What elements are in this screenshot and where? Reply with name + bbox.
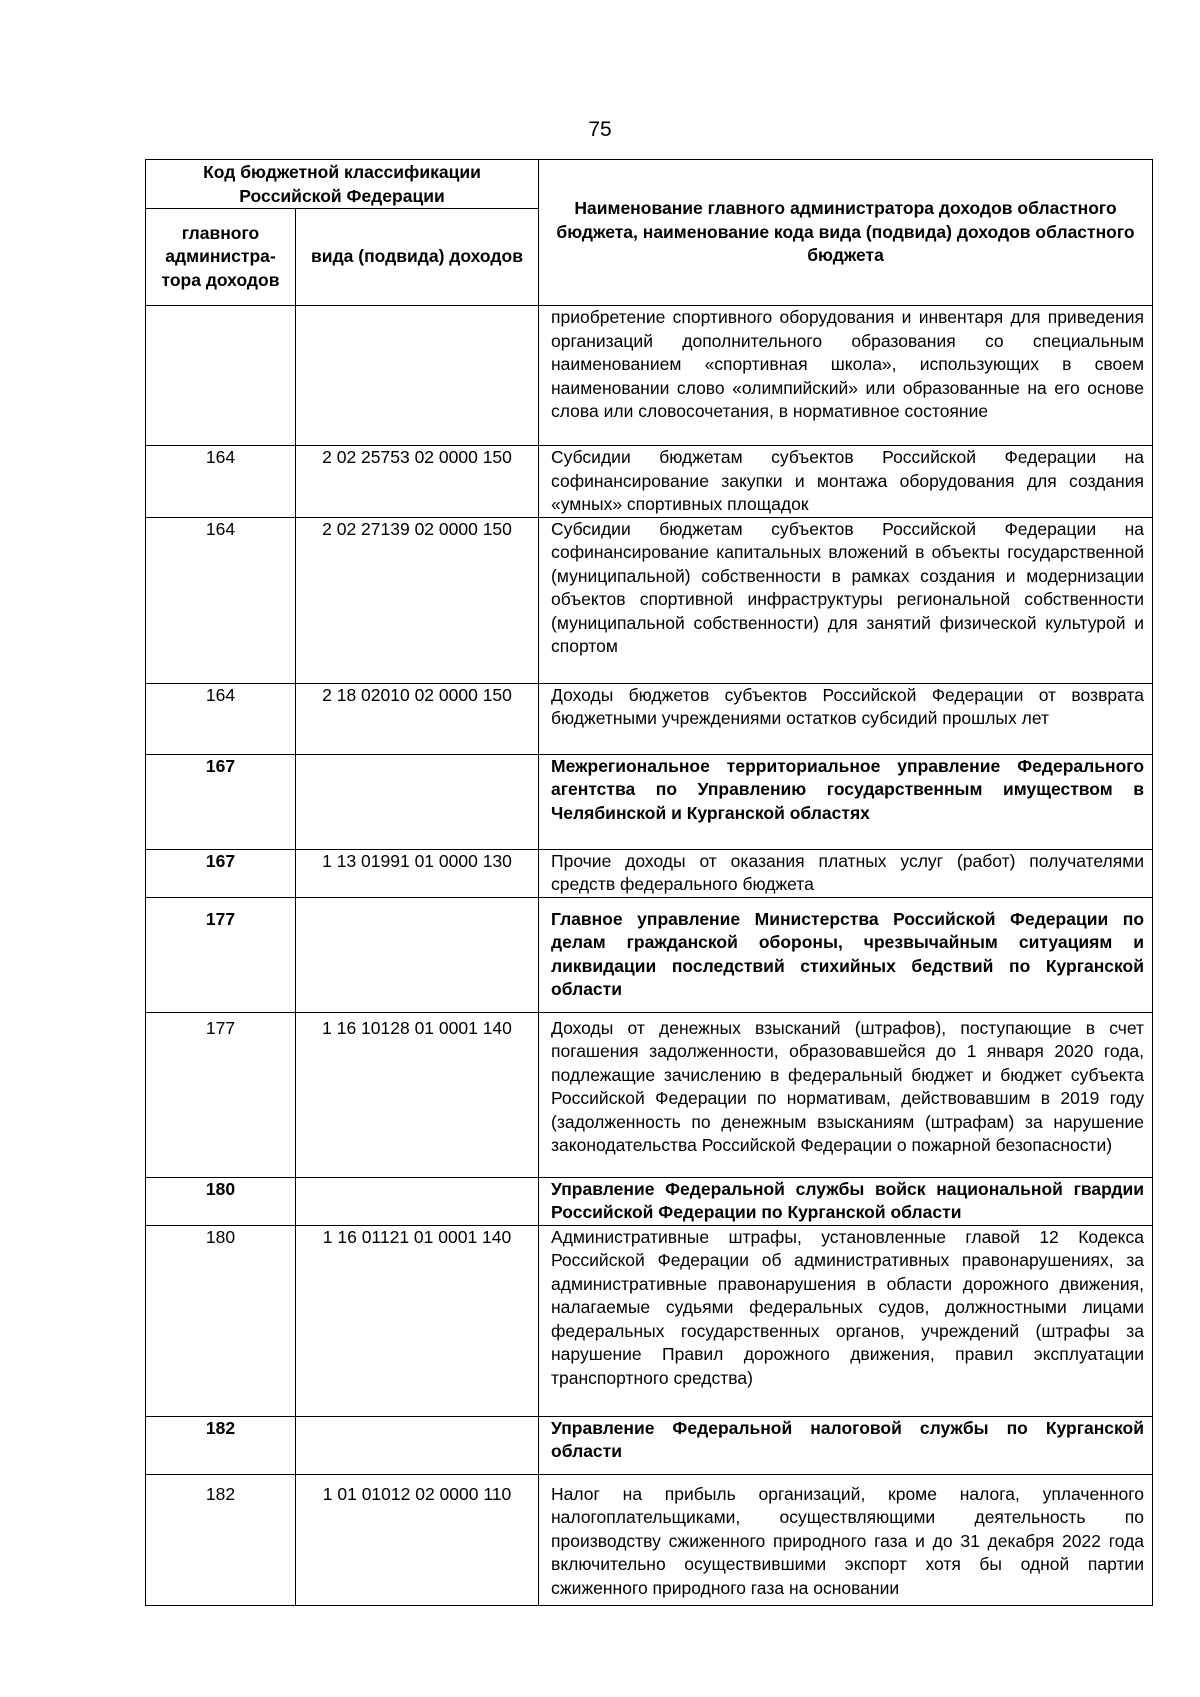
- income-code-cell: 1 16 01121 01 0001 140: [296, 1225, 539, 1416]
- income-code-cell: [296, 306, 539, 446]
- income-code-cell: [296, 897, 539, 1012]
- income-code-cell: 1 16 10128 01 0001 140: [296, 1012, 539, 1177]
- header-group-title: Код бюджетной классификации Российской Федерации: [146, 160, 539, 209]
- income-code-cell: 2 18 02010 02 0000 150: [296, 683, 539, 754]
- income-code-cell: 1 13 01991 01 0000 130: [296, 849, 539, 897]
- income-name-cell: Управление Федеральной налоговой службы по Курганской области: [539, 1416, 1153, 1474]
- income-name-cell: Административные штрафы, установленные главой 12 Кодекса Российской Федерации об административных правонарушениях, за административные правонарушения в области дорожного движения, налагаемые судьями федеральных судов, должностными лицами федеральных государственных органов, учреждений (штрафы за нарушение Правил дорожного движения, правил эксплуатации транспортного средства): [539, 1225, 1153, 1416]
- table-row: [146, 1225, 1153, 1416]
- admin-code-cell: 167: [146, 754, 296, 849]
- page-number: 75: [588, 118, 612, 141]
- income-code-cell: 2 02 27139 02 0000 150: [296, 517, 539, 683]
- income-name-cell: Доходы от денежных взысканий (штрафов), поступающие в счет погашения задолженности, образовавшейся до 1 января 2020 года, подлежащие зачислению в федеральный бюджет и бюджет субъекта Российской Федерации по нормативам, действовавшим в 2019 году (задолженность по денежным взысканиям (штрафам) за нарушение законодательства Российской Федерации о пожарной безопасности): [539, 1012, 1153, 1177]
- table-row: [146, 1474, 1153, 1605]
- income-name-cell: Управление Федеральной службы войск национальной гвардии Российской Федерации по Курганской области: [539, 1177, 1153, 1225]
- admin-code-cell: 164: [146, 517, 296, 683]
- income-name-cell: Субсидии бюджетам субъектов Российской Федерации на софинансирование закупки и монтажа оборудования для создания «умных» спортивных площадок: [539, 446, 1153, 518]
- income-name-cell: Прочие доходы от оказания платных услуг (работ) получателями средств федерального бюджета: [539, 849, 1153, 897]
- table-header: [146, 160, 1153, 306]
- admin-code-cell: 167: [146, 849, 296, 897]
- table-row: [146, 446, 1153, 518]
- table-row: [146, 683, 1153, 754]
- header-name-column: Наименование главного администратора доходов областного бюджета, наименование кода вида (подвида) доходов областного бюджета: [539, 160, 1153, 306]
- admin-code-cell: 180: [146, 1225, 296, 1416]
- income-name-cell: Субсидии бюджетам субъектов Российской Федерации на софинансирование капитальных вложений в объекты государственной (муниципальной) собственности в рамках создания и модернизации объектов спортивной инфраструктуры региональной собственности (муниципальной собственности) для занятий физической культурой и спортом: [539, 517, 1153, 683]
- admin-code-cell: 180: [146, 1177, 296, 1225]
- admin-code-cell: 182: [146, 1416, 296, 1474]
- admin-code-cell: 164: [146, 446, 296, 518]
- header-admin-column: главного администра-тора доходов: [146, 209, 296, 306]
- income-code-cell: [296, 754, 539, 849]
- income-code-cell: 1 01 01012 02 0000 110: [296, 1474, 539, 1605]
- income-name-cell: Доходы бюджетов субъектов Российской Федерации от возврата бюджетными учреждениями остатков субсидий прошлых лет: [539, 683, 1153, 754]
- income-name-cell: Главное управление Министерства Российской Федерации по делам гражданской обороны, чрезвычайным ситуациям и ликвидации последствий стихийных бедствий по Курганской области: [539, 897, 1153, 1012]
- table-row: [146, 849, 1153, 897]
- admin-code-cell: 164: [146, 683, 296, 754]
- income-code-cell: 2 02 25753 02 0000 150: [296, 446, 539, 518]
- table-row: [146, 517, 1153, 683]
- income-code-cell: [296, 1177, 539, 1225]
- header-code-column: вида (подвида) доходов: [296, 209, 539, 306]
- income-name-cell: приобретение спортивного оборудования и инвентаря для приведения организаций дополнительного образования со специальным наименованием «спортивная школа», использующих в своем наименовании слово «олимпийский» или образованные на его основе слова или словосочетания, в нормативное состояние: [539, 306, 1153, 446]
- table-row: [146, 897, 1153, 1012]
- table-row: [146, 754, 1153, 849]
- table-row: [146, 1177, 1153, 1225]
- admin-code-cell: [146, 306, 296, 446]
- admin-code-cell: 177: [146, 1012, 296, 1177]
- admin-code-cell: 177: [146, 897, 296, 1012]
- admin-code-cell: 182: [146, 1474, 296, 1605]
- budget-classification-table: [145, 159, 1153, 1606]
- table-row: [146, 1416, 1153, 1474]
- table-row: [146, 1012, 1153, 1177]
- table-row: [146, 306, 1153, 446]
- income-name-cell: Межрегиональное территориальное управление Федерального агентства по Управлению государственным имуществом в Челябинской и Курганской областях: [539, 754, 1153, 849]
- income-code-cell: [296, 1416, 539, 1474]
- income-name-cell: Налог на прибыль организаций, кроме налога, уплаченного налогоплательщиками, осуществляющими деятельность по производству сжиженного природного газа и до 31 декабря 2022 года включительно осуществившими экспорт хотя бы одной партии сжиженного природного газа на основании: [539, 1474, 1153, 1605]
- table-body: [146, 306, 1153, 1606]
